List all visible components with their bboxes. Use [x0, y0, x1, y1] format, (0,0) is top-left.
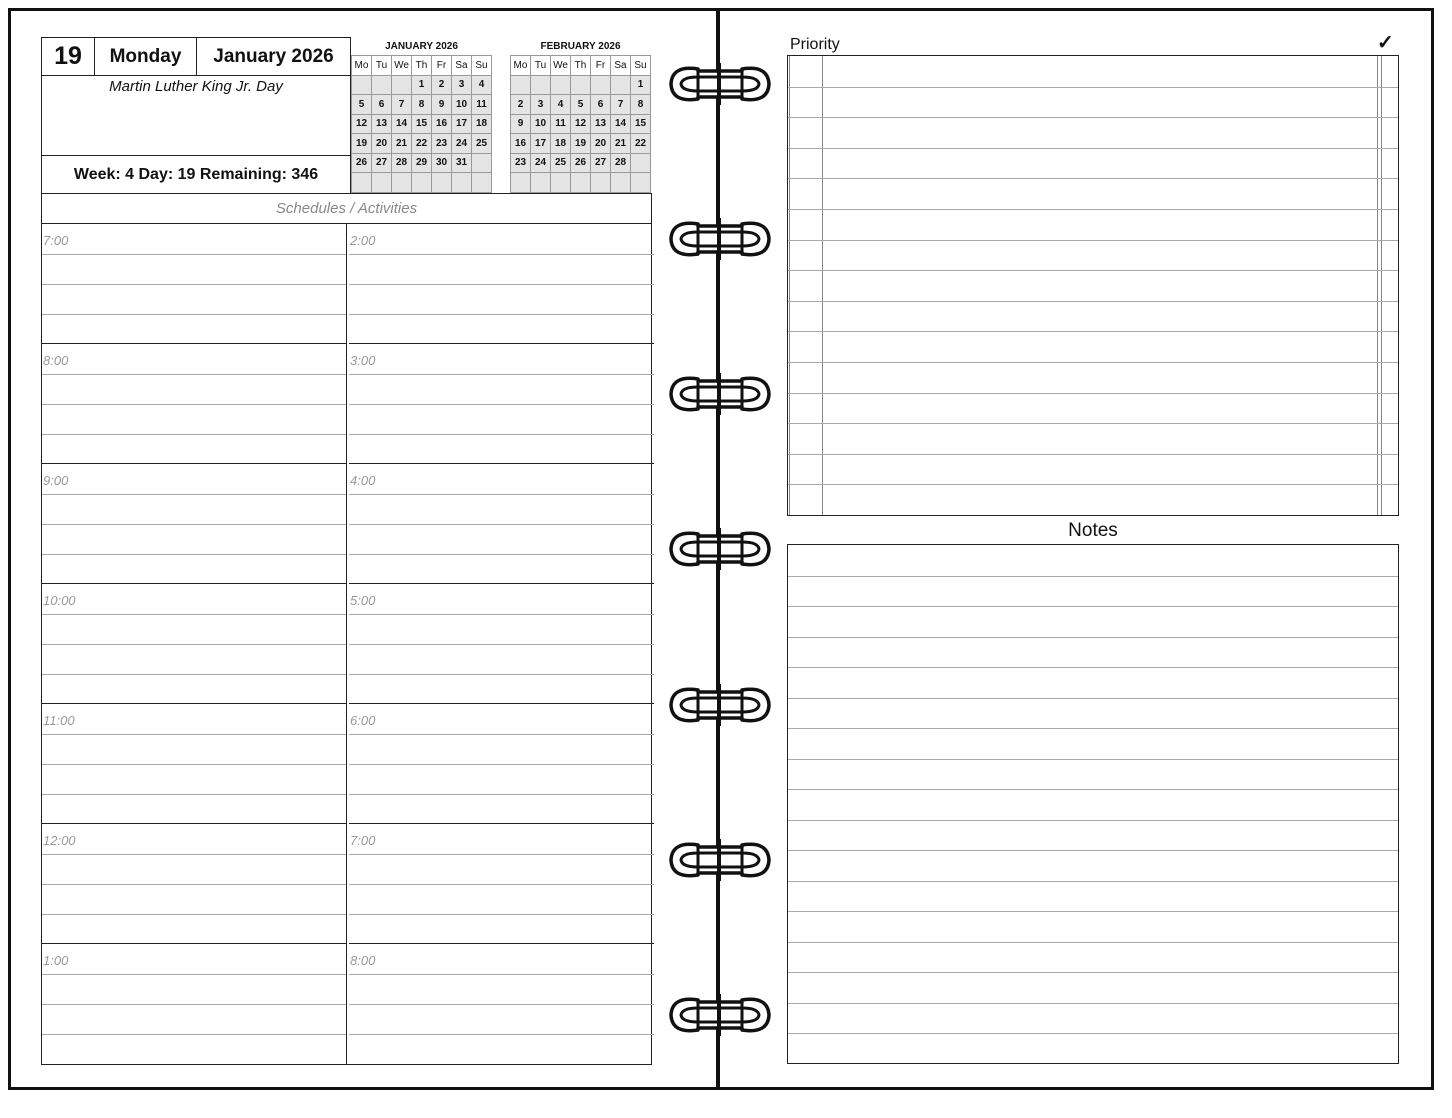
- calendar-day-cell: [511, 173, 531, 193]
- calendar-day-cell: 3: [452, 76, 472, 96]
- calendar-day-cell: 13: [591, 115, 611, 135]
- weekday-header-cell: Th: [571, 56, 591, 76]
- rule-line: [42, 434, 346, 435]
- calendar-day-cell: 20: [372, 134, 392, 154]
- calendar-day-cell: 14: [611, 115, 631, 135]
- calendar-day-cell: [531, 76, 551, 96]
- rule-line: [42, 644, 346, 645]
- schedule-column-afternoon: [349, 224, 654, 1064]
- notes-rule-line: [788, 698, 1398, 699]
- mini-calendar-title: FEBRUARY 2026: [540, 41, 621, 52]
- calendar-day-cell: [412, 173, 432, 193]
- time-slot[interactable]: [42, 584, 346, 704]
- mini-calendar-grid: [510, 55, 651, 193]
- rule-line: [42, 374, 346, 375]
- calendar-day-cell: 21: [392, 134, 412, 154]
- calendar-day-cell: [392, 173, 412, 193]
- weekday-header-cell: Fr: [591, 56, 611, 76]
- calendar-day-cell: [372, 76, 392, 96]
- weekday-header-cell: Th: [412, 56, 432, 76]
- weekday-header-cell: Su: [631, 56, 651, 76]
- priority-rule-line: [788, 362, 1398, 363]
- rule-line: [349, 854, 654, 855]
- rule-line: [42, 1034, 346, 1035]
- priority-rule-line: [788, 117, 1398, 118]
- calendar-day-cell: 10: [452, 95, 472, 115]
- rule-line: [349, 1034, 654, 1035]
- calendar-day-cell: 25: [472, 134, 492, 154]
- calendar-day-cell: 6: [591, 95, 611, 115]
- calendar-day-cell: 17: [531, 134, 551, 154]
- time-slot[interactable]: [42, 704, 346, 824]
- time-slot[interactable]: [349, 464, 654, 584]
- checkmark-icon: ✓: [1377, 32, 1394, 54]
- calendar-day-cell: 16: [511, 134, 531, 154]
- rule-line: [42, 554, 346, 555]
- rule-line: [349, 554, 654, 555]
- notes-rule-line: [788, 881, 1398, 882]
- notes-rule-line: [788, 942, 1398, 943]
- calendar-day-cell: 22: [631, 134, 651, 154]
- rule-line: [42, 914, 346, 915]
- priority-rule-line: [788, 240, 1398, 241]
- rule-line: [349, 254, 654, 255]
- rule-line: [349, 314, 654, 315]
- calendar-day-cell: [551, 173, 571, 193]
- calendar-day-cell: 29: [412, 154, 432, 174]
- schedule-title: Schedules / Activities: [42, 194, 651, 224]
- priority-list[interactable]: [787, 55, 1399, 516]
- rule-line: [349, 674, 654, 675]
- calendar-day-cell: [571, 173, 591, 193]
- date-row: [42, 38, 350, 76]
- binder-ring-icon: [668, 994, 772, 1036]
- calendar-day-cell: 15: [412, 115, 432, 135]
- calendar-day-cell: 23: [511, 154, 531, 174]
- rule-line: [349, 794, 654, 795]
- calendar-day-cell: [352, 173, 372, 193]
- calendar-day-cell: [571, 76, 591, 96]
- time-label: 1:00: [43, 953, 69, 968]
- calendar-day-cell: 13: [372, 115, 392, 135]
- time-label: 7:00: [43, 233, 69, 248]
- priority-rule-line: [788, 178, 1398, 179]
- weekday-header-cell: Sa: [452, 56, 472, 76]
- calendar-day-cell: 19: [571, 134, 591, 154]
- priority-label: Priority: [790, 36, 840, 53]
- time-slot[interactable]: [349, 944, 654, 1064]
- notes-rule-line: [788, 1003, 1398, 1004]
- calendar-day-cell: 14: [392, 115, 412, 135]
- calendar-day-cell: 7: [392, 95, 412, 115]
- mini-calendar-grid: [351, 55, 492, 193]
- rule-line: [42, 854, 346, 855]
- calendar-day-cell: 12: [352, 115, 372, 135]
- rule-line: [42, 974, 346, 975]
- rule-line: [42, 674, 346, 675]
- priority-check-column-line: [1381, 56, 1382, 515]
- time-slot[interactable]: [349, 704, 654, 824]
- rule-line: [349, 524, 654, 525]
- month-year: January 2026: [213, 45, 334, 67]
- time-label: 10:00: [43, 593, 76, 608]
- rule-line: [42, 734, 346, 735]
- calendar-day-cell: 1: [631, 76, 651, 96]
- priority-margin-line: [822, 56, 823, 515]
- time-label: 5:00: [350, 593, 376, 608]
- calendar-day-cell: 26: [352, 154, 372, 174]
- notes-rule-line: [788, 1033, 1398, 1034]
- calendar-day-cell: [631, 173, 651, 193]
- calendar-day-cell: 5: [352, 95, 372, 115]
- mini-calendar-title: JANUARY 2026: [385, 41, 458, 52]
- rule-line: [349, 974, 654, 975]
- day-stats: Week: 4 Day: 19 Remaining: 346: [42, 155, 350, 193]
- calendar-day-cell: [432, 173, 452, 193]
- rule-line: [42, 404, 346, 405]
- notes-rule-line: [788, 850, 1398, 851]
- calendar-day-cell: 17: [452, 115, 472, 135]
- weekday-header-cell: We: [551, 56, 571, 76]
- binder-ring-icon: [668, 63, 772, 105]
- calendar-day-cell: 19: [352, 134, 372, 154]
- calendar-day-cell: 15: [631, 115, 651, 135]
- priority-rule-line: [788, 393, 1398, 394]
- time-slot[interactable]: [349, 824, 654, 944]
- notes-rule-line: [788, 576, 1398, 577]
- calendar-day-cell: 24: [452, 134, 472, 154]
- date-header: [41, 37, 351, 194]
- calendar-day-cell: 9: [511, 115, 531, 135]
- time-slot[interactable]: [349, 344, 654, 464]
- weekday-header-cell: Tu: [531, 56, 551, 76]
- calendar-day-cell: 3: [531, 95, 551, 115]
- time-label: 6:00: [350, 713, 376, 728]
- rule-line: [349, 914, 654, 915]
- rule-line: [349, 884, 654, 885]
- priority-inner-line: [789, 56, 790, 515]
- priority-check-column-line: [1377, 56, 1378, 515]
- binder-ring-icon: [668, 373, 772, 415]
- notes-rule-line: [788, 728, 1398, 729]
- calendar-day-cell: 8: [412, 95, 432, 115]
- notes-rule-line: [788, 759, 1398, 760]
- time-label: 9:00: [43, 473, 69, 488]
- time-slot[interactable]: [42, 464, 346, 584]
- rule-line: [349, 404, 654, 405]
- calendar-day-cell: [591, 76, 611, 96]
- schedule-grid: [41, 193, 652, 1065]
- priority-rule-line: [788, 270, 1398, 271]
- calendar-day-cell: 23: [432, 134, 452, 154]
- rule-line: [349, 764, 654, 765]
- calendar-day-cell: [511, 76, 531, 96]
- calendar-day-cell: [531, 173, 551, 193]
- weekday-header-cell: Sa: [611, 56, 631, 76]
- calendar-day-cell: 16: [432, 115, 452, 135]
- rule-line: [349, 494, 654, 495]
- calendar-day-cell: 18: [472, 115, 492, 135]
- rule-line: [349, 644, 654, 645]
- calendar-day-cell: 11: [551, 115, 571, 135]
- rule-line: [42, 1004, 346, 1005]
- time-label: 4:00: [350, 473, 376, 488]
- time-label: 3:00: [350, 353, 376, 368]
- rule-line: [42, 884, 346, 885]
- notes-rule-line: [788, 606, 1398, 607]
- rule-line: [349, 734, 654, 735]
- rule-line: [42, 254, 346, 255]
- calendar-day-cell: [551, 76, 571, 96]
- calendar-day-cell: 8: [631, 95, 651, 115]
- time-label: 7:00: [350, 833, 376, 848]
- rule-line: [42, 284, 346, 285]
- calendar-day-cell: 5: [571, 95, 591, 115]
- calendar-day-cell: 25: [551, 154, 571, 174]
- rule-line: [42, 494, 346, 495]
- schedule-column-morning: [42, 224, 347, 1064]
- weekday-header-cell: Mo: [511, 56, 531, 76]
- calendar-day-cell: 28: [611, 154, 631, 174]
- rule-line: [349, 284, 654, 285]
- time-slot[interactable]: [42, 344, 346, 464]
- calendar-day-cell: 9: [432, 95, 452, 115]
- priority-rule-line: [788, 331, 1398, 332]
- priority-rule-line: [788, 454, 1398, 455]
- notes-area[interactable]: [787, 544, 1399, 1064]
- binder-ring-icon: [668, 684, 772, 726]
- calendar-day-cell: 24: [531, 154, 551, 174]
- calendar-day-cell: 20: [591, 134, 611, 154]
- calendar-day-cell: [611, 76, 631, 96]
- notes-rule-line: [788, 820, 1398, 821]
- calendar-day-cell: 27: [591, 154, 611, 174]
- weekday-header-cell: Fr: [432, 56, 452, 76]
- binder-ring-icon: [668, 839, 772, 881]
- time-label: 12:00: [43, 833, 76, 848]
- weekday-header-cell: Mo: [352, 56, 372, 76]
- priority-rule-line: [788, 301, 1398, 302]
- priority-rule-line: [788, 484, 1398, 485]
- calendar-day-cell: [631, 154, 651, 174]
- calendar-day-cell: 22: [412, 134, 432, 154]
- notes-rule-line: [788, 789, 1398, 790]
- rule-line: [349, 1004, 654, 1005]
- time-label: 8:00: [350, 953, 376, 968]
- calendar-day-cell: 27: [372, 154, 392, 174]
- binder-ring-icon: [668, 218, 772, 260]
- time-slot[interactable]: [42, 824, 346, 944]
- calendar-day-cell: 4: [472, 76, 492, 96]
- calendar-day-cell: 1: [412, 76, 432, 96]
- time-label: 8:00: [43, 353, 69, 368]
- notes-rule-line: [788, 972, 1398, 973]
- calendar-day-cell: 4: [551, 95, 571, 115]
- calendar-day-cell: [352, 76, 372, 96]
- calendar-day-cell: 30: [432, 154, 452, 174]
- calendar-day-cell: 28: [392, 154, 412, 174]
- binder-ring-icon: [668, 528, 772, 570]
- calendar-day-cell: 31: [452, 154, 472, 174]
- time-label: 2:00: [350, 233, 376, 248]
- rule-line: [42, 794, 346, 795]
- priority-rule-line: [788, 148, 1398, 149]
- calendar-day-cell: 6: [372, 95, 392, 115]
- calendar-day-cell: [472, 173, 492, 193]
- time-slot[interactable]: [42, 944, 346, 1064]
- weekday-header-cell: We: [392, 56, 412, 76]
- day-number: 19: [42, 38, 95, 75]
- notes-rule-line: [788, 637, 1398, 638]
- priority-rule-line: [788, 423, 1398, 424]
- calendar-day-cell: [472, 154, 492, 174]
- calendar-day-cell: 7: [611, 95, 631, 115]
- calendar-day-cell: [591, 173, 611, 193]
- calendar-day-cell: 26: [571, 154, 591, 174]
- calendar-day-cell: [392, 76, 412, 96]
- weekday-header-cell: Su: [472, 56, 492, 76]
- time-label: 11:00: [43, 713, 75, 728]
- priority-rule-line: [788, 87, 1398, 88]
- rule-line: [349, 374, 654, 375]
- calendar-day-cell: 21: [611, 134, 631, 154]
- calendar-day-cell: 2: [432, 76, 452, 96]
- notes-rule-line: [788, 667, 1398, 668]
- calendar-day-cell: [611, 173, 631, 193]
- mini-calendar-february: [510, 40, 651, 193]
- rule-line: [42, 314, 346, 315]
- calendar-day-cell: 11: [472, 95, 492, 115]
- weekday: Monday: [95, 38, 197, 75]
- rule-line: [42, 764, 346, 765]
- priority-rule-line: [788, 209, 1398, 210]
- calendar-day-cell: [372, 173, 392, 193]
- rule-line: [42, 524, 346, 525]
- calendar-day-cell: 12: [571, 115, 591, 135]
- notes-rule-line: [788, 911, 1398, 912]
- weekday-header-cell: Tu: [372, 56, 392, 76]
- calendar-day-cell: [452, 173, 472, 193]
- time-slot[interactable]: [42, 224, 346, 344]
- rule-line: [42, 614, 346, 615]
- mini-calendar-january: [351, 40, 492, 193]
- calendar-day-cell: 10: [531, 115, 551, 135]
- rule-line: [349, 434, 654, 435]
- calendar-day-cell: 18: [551, 134, 571, 154]
- holiday-label: Martin Luther King Jr. Day: [109, 78, 283, 95]
- time-slot[interactable]: [349, 584, 654, 704]
- time-slot[interactable]: [349, 224, 654, 344]
- calendar-day-cell: 2: [511, 95, 531, 115]
- notes-label: Notes: [1068, 520, 1118, 541]
- rule-line: [349, 614, 654, 615]
